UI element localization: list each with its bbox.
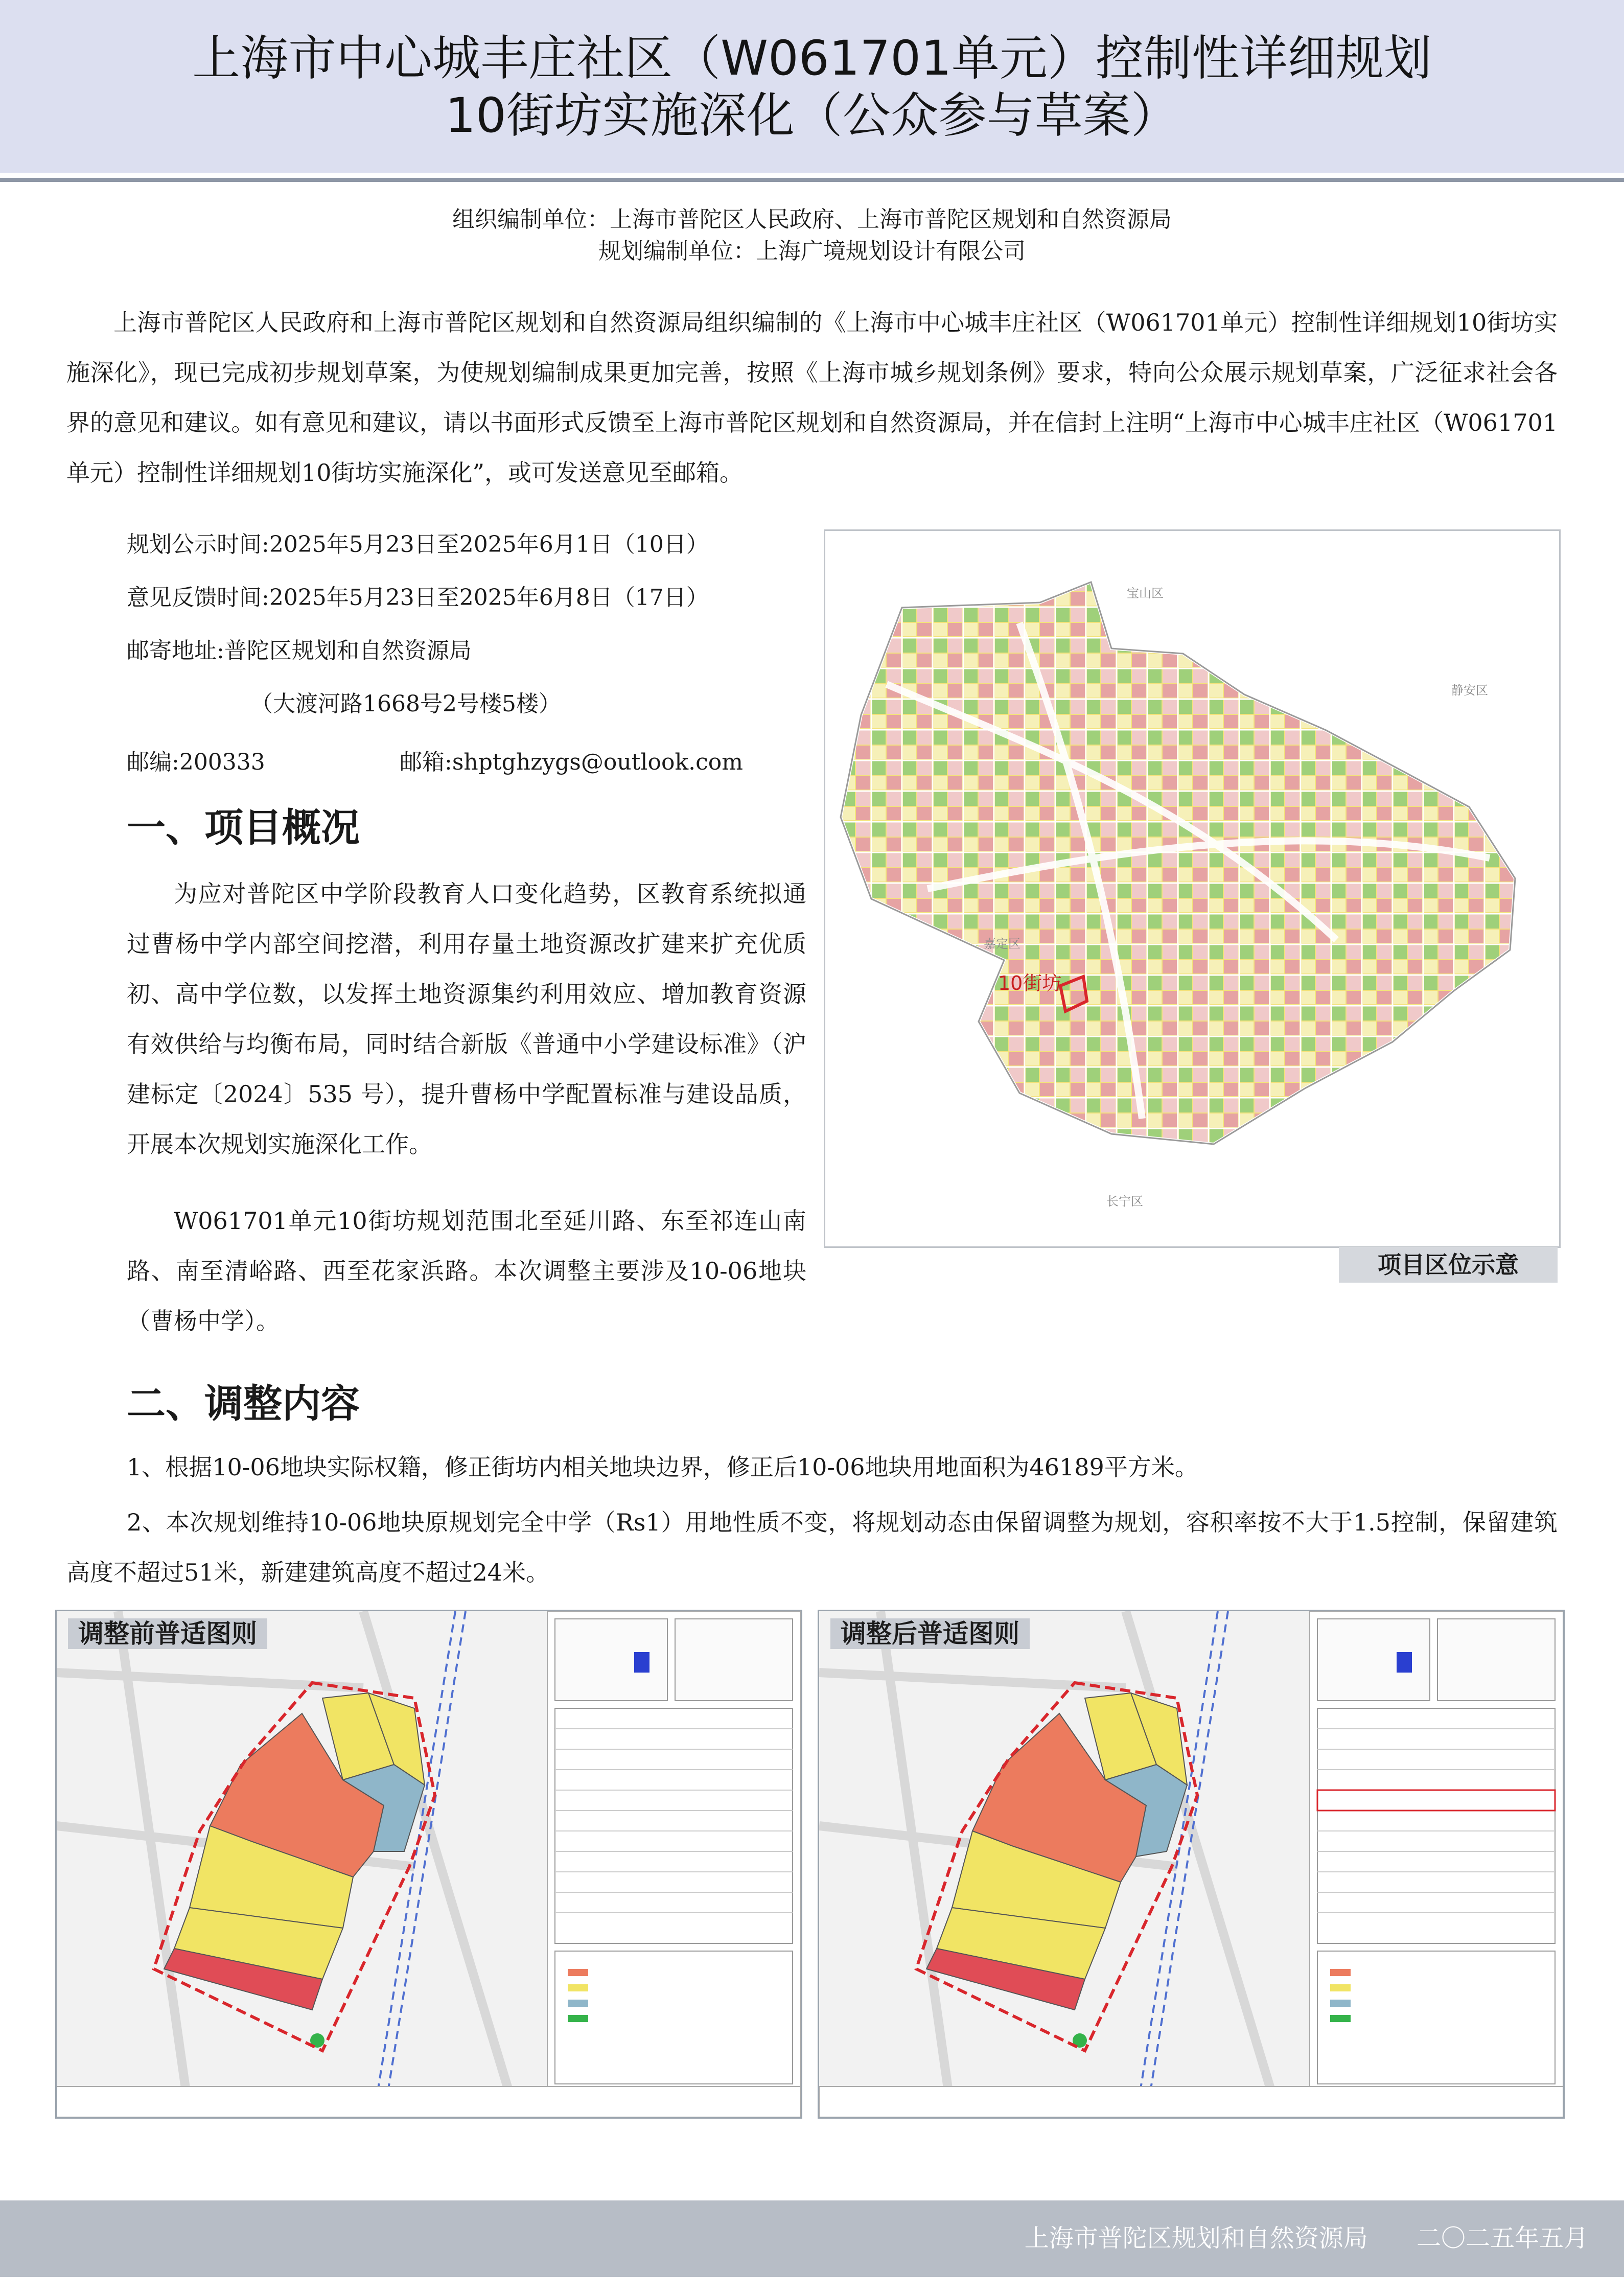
mailing-address: 邮寄地址:普陀区规划和自然资源局 — [127, 638, 472, 664]
plan-before — [55, 1610, 802, 2119]
section-2-title: 二、调整内容 — [127, 1381, 360, 1426]
postcode: 邮编:200333 — [127, 749, 265, 775]
title-line-1: 上海市中心城丰庄社区（W061701单元）控制性详细规划 — [192, 31, 1432, 86]
svg-text:长宁区: 长宁区 — [1106, 1194, 1143, 1209]
block-10-label: 10街坊 — [998, 972, 1062, 994]
section-1-title: 一、项目概况 — [127, 805, 360, 850]
page-footer — [0, 2200, 1624, 2277]
organizer-line: 组织编制单位：上海市普陀区人民政府、上海市普陀区规划和自然资源局 — [452, 206, 1172, 233]
location-map-caption: 项目区位示意 — [1339, 1247, 1558, 1283]
plan-after-label: 调整后普适图则 — [830, 1618, 1030, 1649]
section-1-paragraph-1: 为应对普陀区中学阶段教育人口变化趋势，区教育系统拟通过曹杨中学内部空间挖潜，利用存量土地资源改扩建来扩充优质初、高中学位数，以发挥土地资源集约利用效应、增加教育资源有效供给与均衡布局，同时结合新版《普通中小学建设标准》（沪建标定〔2024〕535 号），提升曹杨中学配置标准与建设品质，开展本次规划实施深化工作。 — [127, 880, 806, 1158]
district-map-graphic — [825, 531, 1559, 1246]
svg-text:宝山区: 宝山区 — [1127, 586, 1164, 600]
section-2-item-1: 1、根据10-06地块实际权籍，修正街坊内相关地块边界，修正后10-06地块用地面积为46189平方米。 — [127, 1453, 1198, 1481]
title-line-2: 10街坊实施深化（公众参与草案） — [445, 88, 1179, 144]
section-1-paragraph-2: W061701单元10街坊规划范围北至延川路、东至祁连山南路、南至清峪路、西至花家浜路。本次调整主要涉及10-06地块（曹杨中学）。 — [127, 1207, 806, 1335]
svg-text:静安区: 静安区 — [1451, 683, 1488, 698]
email[interactable]: 邮箱:shptghzygs@outlook.com — [400, 749, 743, 775]
svg-text:嘉定区: 嘉定区 — [984, 937, 1020, 951]
planner-line: 规划编制单位：上海广境规划设计有限公司 — [598, 238, 1026, 264]
footer-date: 二〇二五年五月 — [1416, 2224, 1588, 2253]
feedback-time: 意见反馈时间:2025年5月23日至2025年6月8日（17日） — [127, 585, 709, 611]
plan-before-graphic — [57, 1611, 801, 2117]
intro-paragraph: 上海市普陀区人民政府和上海市普陀区规划和自然资源局组织编制的《上海市中心城丰庄社区（W061701单元）控制性详细规划10街坊实施深化》，现已完成初步规划草案，为使规划编制成果更加完善，按照《上海市城乡规划条例》要求，特向公众展示规划草案，广泛征求社会各界的意见和建议。如有意见和建议，请以书面形式反馈至上海市普陀区规划和自然资源局，并在信封上注明“上海市中心城丰庄社区（W061701单元）控制性详细规划10街坊实施深化”，或可发送意见至邮箱。 — [66, 309, 1558, 486]
page-header — [0, 0, 1624, 173]
header-divider — [0, 178, 1624, 182]
plan-before-label: 调整前普适图则 — [68, 1618, 267, 1649]
mailing-address-detail: （大渡河路1668号2号楼5楼） — [250, 691, 561, 717]
plan-after — [818, 1610, 1565, 2119]
plan-after-graphic — [819, 1611, 1563, 2117]
publicity-time: 规划公示时间:2025年5月23日至2025年6月1日（10日） — [127, 531, 709, 558]
footer-org: 上海市普陀区规划和自然资源局 — [1024, 2224, 1368, 2253]
district-shape — [841, 582, 1515, 1144]
section-2-item-2: 2、本次规划维持10-06地块原规划完全中学（Rs1）用地性质不变，将规划动态由保留调整为规划，容积率按不大于1.5控制，保留建筑高度不超过51米，新建建筑高度不超过24米。 — [66, 1509, 1558, 1586]
location-map — [824, 529, 1561, 1248]
